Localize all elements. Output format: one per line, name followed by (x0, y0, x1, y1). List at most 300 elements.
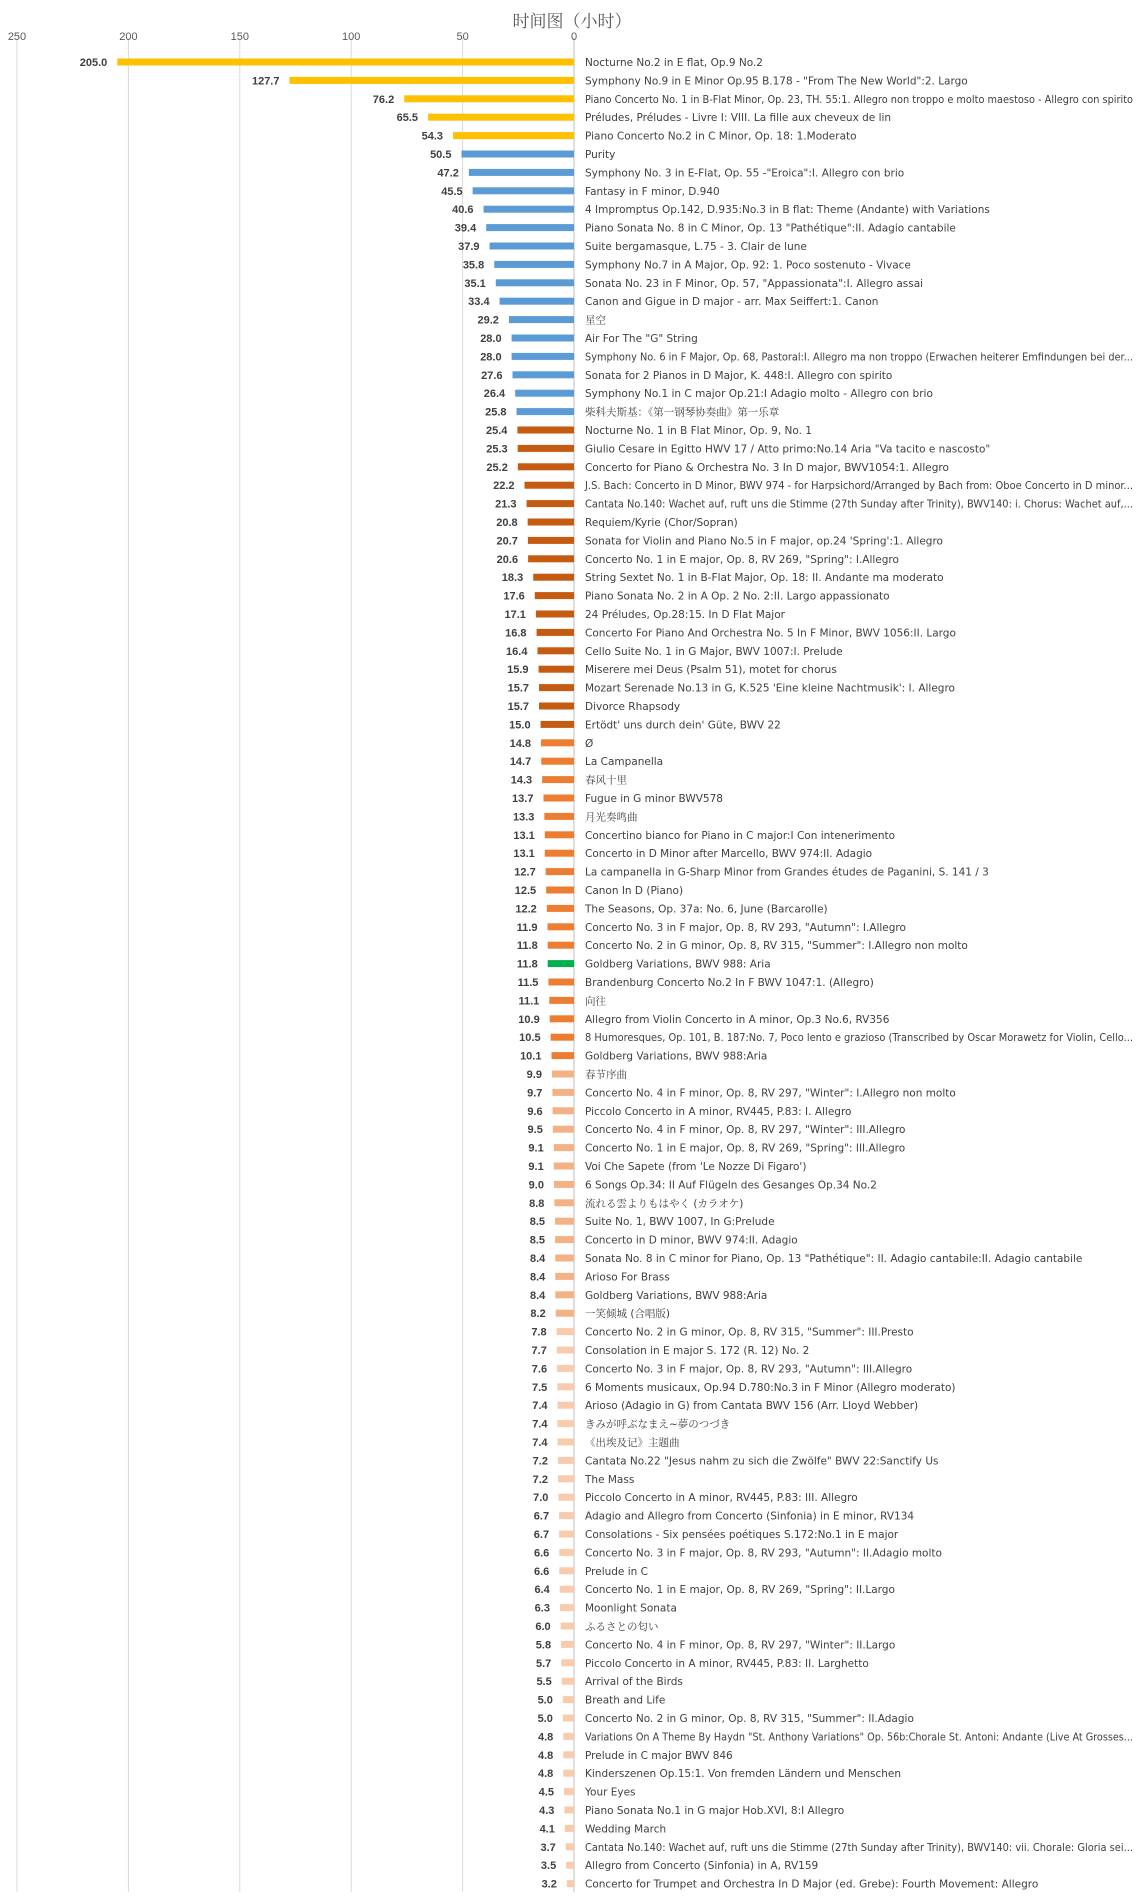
bar (537, 647, 574, 654)
category-label: Sonata for 2 Pianos in D Major, K. 448:I. Allegro con spirito (585, 369, 893, 382)
category-label: Concerto No. 1 in E major, Op. 8, RV 269, "Spring": II.Largo (585, 1584, 895, 1597)
bar (542, 776, 574, 783)
category-label: 春节序曲 (585, 1069, 627, 1081)
value-label: 14.3 (510, 774, 533, 787)
bar (556, 1310, 574, 1317)
category-label: Divorce Rhapsody (585, 701, 681, 713)
category-label: Fantasy in F minor, D.940 (585, 185, 720, 198)
category-label: Moonlight Sonata (585, 1602, 677, 1615)
value-label: 12.5 (514, 885, 537, 897)
bar (547, 905, 574, 912)
value-label: 45.5 (441, 185, 463, 198)
value-label: 28.0 (480, 333, 502, 345)
value-label: 7.4 (532, 1437, 548, 1449)
bar (561, 1659, 574, 1666)
bar (553, 1126, 574, 1133)
category-label: 8 Humoresques, Op. 101, B. 187:No. 7, Poco lento e grazioso (Transcribed by Oscar Morawetz for Violin, Cello... (585, 1032, 1133, 1045)
bar (554, 1144, 574, 1151)
category-label: Concerto No. 4 in F minor, Op. 8, RV 297, "Winter": II.Largo (585, 1639, 896, 1652)
value-label: 13.1 (513, 848, 535, 861)
category-label: Arrival of the Birds (585, 1676, 683, 1689)
value-label: 22.2 (493, 480, 515, 493)
value-label: 4.3 (539, 1805, 555, 1817)
value-label: 15.7 (507, 682, 530, 695)
bar (528, 555, 574, 562)
bar (500, 298, 574, 305)
bar (117, 59, 574, 66)
category-label: Consolations - Six pensées poétiques S.172:No.1 in E major (585, 1529, 899, 1541)
bar (289, 77, 574, 84)
bar (509, 316, 574, 323)
category-label: Piano Sonata No.1 in G major Hob.XVI, 8:I Allegro (585, 1805, 845, 1817)
value-label: 25.8 (485, 406, 507, 419)
bar (558, 1402, 574, 1409)
bar (555, 1273, 574, 1280)
value-label: 18.3 (501, 572, 524, 585)
value-label: 14.8 (509, 737, 532, 750)
category-label: Miserere mei Deus (Psalm 51), motet for chorus (585, 664, 837, 677)
bar (550, 1015, 574, 1022)
value-label: 25.4 (485, 425, 508, 437)
bar (486, 224, 574, 231)
value-label: 10.9 (518, 1013, 540, 1026)
value-label: 4.1 (539, 1823, 555, 1836)
value-label: 6.7 (533, 1529, 550, 1541)
category-label: Sonata No. 23 in F Minor, Op. 57, "Appassionata":I. Allegro assai (585, 277, 924, 290)
value-label: 6.0 (535, 1621, 551, 1633)
bar (548, 942, 574, 949)
bar (566, 1843, 574, 1850)
bar (558, 1439, 574, 1446)
category-label: Piccolo Concerto in A minor, RV445, P.83: II. Larghetto (585, 1657, 869, 1670)
category-label: Symphony No.1 in C major Op.21:I Adagio molto - Allegro con brio (585, 388, 933, 401)
category-label: The Seasons, Op. 37a: No. 6, June (Barcarolle) (585, 903, 828, 916)
bar (539, 666, 574, 673)
category-label: La campanella in G-Sharp Minor from Grandes études de Paganini, S. 141 / 3 (585, 866, 989, 879)
category-label: Concerto For Piano And Orchestra No. 5 In F Minor, BWV 1056:II. Largo (585, 627, 956, 640)
bar (404, 95, 574, 102)
bar (484, 206, 574, 213)
value-label: 15.9 (507, 664, 529, 677)
category-label: Variations On A Theme By Haydn "St. Anthony Variations" Op. 56b:Chorale St. Antoni: Andante (Live At Grosses... (585, 1731, 1133, 1744)
value-label: 11.8 (516, 958, 538, 971)
value-label: 5.7 (536, 1657, 552, 1670)
bar (541, 739, 574, 746)
category-label: Mozart Serenade No.13 in G, K.525 'Eine kleine Nachtmusik': I. Allegro (585, 682, 955, 695)
value-label: 13.3 (512, 811, 535, 824)
category-label: Concerto No. 2 in G minor, Op. 8, RV 315, "Summer": I.Allegro non molto (585, 940, 968, 953)
bar (563, 1751, 574, 1758)
category-label: Prelude in C major BWV 846 (585, 1749, 733, 1762)
category-label: Concerto No. 3 in F major, Op. 8, RV 293, "Autumn": I.Allegro (585, 921, 906, 934)
bar (558, 1475, 574, 1482)
value-label: 127.7 (251, 75, 280, 88)
category-label: 向往 (585, 995, 606, 1008)
category-label: 月光奏鸣曲 (585, 811, 638, 824)
category-label: Concerto in D minor, BWV 974:II. Adagio (585, 1234, 798, 1247)
value-label: 54.3 (421, 130, 444, 143)
value-label: 6.4 (534, 1584, 550, 1597)
category-label: Concertino bianco for Piano in C major:I Con intenerimento (585, 829, 896, 842)
x-tick-label: 50 (456, 31, 469, 43)
bar (567, 1880, 574, 1887)
bar (555, 1291, 574, 1298)
bar (566, 1862, 574, 1869)
bar (553, 1107, 574, 1114)
value-label: 17.1 (504, 609, 526, 621)
bar (528, 537, 574, 544)
bar (563, 1770, 574, 1777)
value-label: 8.5 (529, 1234, 546, 1247)
value-label: 4.8 (538, 1768, 554, 1781)
value-label: 33.4 (468, 296, 490, 309)
category-label: Concerto No. 2 in G minor, Op. 8, RV 315, "Summer": III.Presto (585, 1326, 914, 1339)
x-tick-label: 200 (119, 31, 138, 43)
category-label: きみが呼ぶなまえ~夢のつづき (585, 1418, 731, 1431)
value-label: 7.4 (532, 1418, 548, 1431)
category-label: Consolation in E major S. 172 (R. 12) No. 2 (585, 1345, 810, 1357)
category-label: Préludes, Préludes - Livre I: VIII. La fille aux cheveux de lin (585, 112, 892, 125)
bar (554, 1163, 574, 1170)
category-label: 6 Songs Op.34: II Auf Flügeln des Gesanges Op.34 No.2 (585, 1179, 877, 1192)
value-label: 37.9 (458, 241, 480, 253)
value-label: 12.7 (514, 866, 536, 879)
bar (559, 1531, 574, 1538)
bar (541, 758, 574, 765)
bar (548, 979, 574, 986)
bar (518, 463, 574, 470)
value-label: 9.0 (528, 1179, 544, 1192)
category-label: Cantata No.140: Wachet auf, ruft uns die Stimme (27th Sunday after Trinity), BWV140: vii. Chorale: Gloria sei... (585, 1841, 1133, 1854)
bar (557, 1383, 574, 1390)
category-label: Sonata for Violin and Piano No.5 in F major, op.24 'Spring':1. Allegro (585, 535, 943, 548)
value-label: 39.4 (454, 222, 477, 235)
value-label: 26.4 (483, 388, 506, 401)
category-label: Concerto No. 3 in F major, Op. 8, RV 293, "Autumn": II.Adagio molto (585, 1547, 942, 1560)
bar (548, 960, 574, 967)
value-label: 40.6 (452, 204, 474, 217)
bar (555, 1236, 574, 1243)
value-label: 14.7 (509, 756, 532, 769)
bar (551, 1034, 574, 1041)
category-label: Concerto for Trumpet and Orchestra In D Major (ed. Grebe): Fourth Movement: Allegro (585, 1878, 1039, 1891)
value-label: 20.8 (496, 517, 518, 529)
category-label: Nocturne No. 1 in B Flat Minor, Op. 9, No. 1 (585, 425, 812, 437)
category-label: Suite bergamasque, L.75 - 3. Clair de lune (585, 241, 807, 253)
category-label: Piano Sonata No. 8 in C Minor, Op. 13 "Pathétique":II. Adagio cantabile (585, 222, 956, 235)
category-label: Piano Concerto No.2 in C Minor, Op. 18: 1.Moderato (585, 130, 857, 143)
category-label: 星空 (585, 314, 606, 327)
value-label: 20.7 (496, 535, 518, 548)
category-label: J.S. Bach: Concerto in D Minor, BWV 974 - for Harpsichord/Arranged by Bach from: Oboe Concerto in D minor... (584, 480, 1133, 493)
category-label: Symphony No.9 in E Minor Op.95 B.178 - "From The New World":2. Largo (585, 75, 968, 88)
value-label: 5.0 (537, 1694, 553, 1707)
category-label: Symphony No.7 in A Major, Op. 92: 1. Poco sostenuto - Vivace (585, 259, 911, 272)
bar (461, 151, 574, 158)
x-tick-label: 250 (7, 31, 27, 43)
category-label: 一笑倾城 (合唱版) (585, 1308, 671, 1321)
value-label: 47.2 (437, 167, 459, 180)
bar (558, 1457, 574, 1464)
bar (562, 1678, 574, 1685)
bar (543, 795, 574, 802)
bar (546, 868, 574, 875)
bar (536, 611, 574, 618)
category-label: Symphony No. 3 in E-Flat, Op. 55 -"Eroica":I. Allegro con brio (585, 167, 905, 180)
category-label: Allegro from Violin Concerto in A minor, Op.3 No.6, RV356 (585, 1013, 890, 1026)
value-label: 16.8 (505, 627, 527, 640)
category-label: Concerto for Piano & Orchestra No. 3 In D major, BWV1054:1. Allegro (585, 461, 949, 474)
value-label: 8.4 (529, 1289, 546, 1302)
value-label: 16.4 (506, 645, 528, 658)
bar (552, 1071, 574, 1078)
value-label: 7.2 (532, 1473, 548, 1486)
bar (559, 1549, 574, 1556)
value-label: 25.3 (486, 443, 508, 456)
bar (557, 1365, 574, 1372)
category-label: Concerto No. 2 in G minor, Op. 8, RV 315, "Summer": II.Adagio (585, 1713, 914, 1725)
value-label: 25.2 (486, 461, 508, 474)
bar (563, 1715, 574, 1722)
value-label: 5.5 (536, 1676, 552, 1689)
category-label: Concerto No. 4 in F minor, Op. 8, RV 297, "Winter": III.Allegro (585, 1124, 906, 1137)
category-label: Concerto No. 1 in E major, Op. 8, RV 269, "Spring": III.Allegro (585, 1142, 906, 1155)
value-label: 13.1 (513, 829, 535, 842)
value-label: 3.5 (540, 1860, 557, 1873)
bar (528, 519, 574, 526)
bar (527, 500, 574, 507)
bar (563, 1696, 574, 1703)
bar (557, 1347, 574, 1354)
category-label: Concerto No. 1 in E major, Op. 8, RV 269, "Spring": I.Allegro (585, 553, 899, 566)
value-label: 8.8 (529, 1197, 545, 1210)
bar (517, 427, 574, 434)
category-label: Sonata No. 8 in C minor for Piano, Op. 13 "Pathétique": II. Adagio cantabile:II. Adagio cantabile (585, 1253, 1083, 1265)
value-label: 9.6 (527, 1105, 543, 1118)
value-label: 9.7 (527, 1087, 543, 1100)
bar (473, 187, 574, 194)
value-label: 8.2 (530, 1308, 546, 1321)
category-label: Prelude in C (585, 1565, 648, 1578)
value-label: 7.6 (531, 1363, 548, 1376)
value-label: 11.9 (516, 921, 538, 934)
value-label: 3.2 (541, 1878, 557, 1891)
value-label: 8.4 (529, 1271, 546, 1284)
value-label: 6.6 (533, 1565, 550, 1578)
category-label: Breath and Life (585, 1694, 666, 1707)
category-label: Cantata No.22 "Jesus nahm zu sich die Zwölfe" BWV 22:Sanctify Us (585, 1455, 939, 1468)
category-label: Arioso (Adagio in G) from Cantata BWV 156 (Arr. Lloyd Webber) (585, 1400, 919, 1413)
bar (525, 482, 574, 489)
bar (554, 1181, 574, 1188)
value-label: 10.5 (519, 1032, 541, 1045)
bar (513, 371, 574, 378)
bar (555, 1255, 574, 1262)
bar (545, 850, 574, 857)
value-label: 17.6 (503, 590, 525, 603)
bar (512, 335, 574, 342)
category-label: 春风十里 (585, 774, 627, 787)
category-label: Nocturne No.2 in E flat, Op.9 No.2 (585, 57, 763, 69)
bar (453, 132, 574, 139)
bar (512, 353, 574, 360)
bar (564, 1807, 574, 1814)
value-label: 50.5 (430, 149, 452, 161)
value-label: 11.1 (518, 995, 540, 1008)
category-label: Ertödt' uns durch dein' Güte, BWV 22 (585, 719, 781, 732)
value-label: 4.5 (538, 1786, 554, 1799)
value-label: 15.0 (509, 719, 531, 732)
value-label: 35.1 (464, 277, 486, 290)
category-label: 流れる雲よりもはやく (カラオケ) (585, 1197, 744, 1210)
value-label: 28.0 (480, 351, 502, 364)
category-label: Wedding March (585, 1823, 667, 1836)
value-label: 11.5 (517, 977, 539, 989)
bar (546, 887, 574, 894)
category-label: 24 Préludes, Op.28:15. In D Flat Major (585, 609, 785, 621)
bar (555, 1218, 574, 1225)
value-label: 13.7 (512, 793, 534, 805)
bar (539, 703, 574, 710)
category-label: Symphony No. 6 in F Major, Op. 68, Pastoral:I. Allegro ma non troppo (Erwachen heiterer Emfindungen bei der... (585, 351, 1133, 364)
bar (552, 1089, 574, 1096)
category-label: Concerto in D Minor after Marcello, BWV 974:II. Adagio (585, 848, 873, 861)
bar (535, 592, 574, 599)
bar (558, 1420, 574, 1427)
bar (547, 923, 574, 930)
bar (561, 1623, 574, 1630)
bar (564, 1788, 574, 1795)
category-label: Canon and Gigue in D major - arr. Max Seiffert:1. Canon (585, 296, 879, 309)
category-label: Cantata No.140: Wachet auf, ruft uns die Stimme (27th Sunday after Trinity), BWV140: i. Chorus: Wachet auf,... (585, 498, 1133, 511)
x-tick-label: 0 (570, 31, 578, 43)
value-label: 8.4 (529, 1253, 546, 1265)
bar (557, 1328, 574, 1335)
value-label: 29.2 (477, 314, 499, 327)
bar (496, 279, 574, 286)
category-label: Goldberg Variations, BWV 988:Aria (585, 1050, 768, 1063)
category-label: Arioso For Brass (585, 1271, 670, 1284)
bar (554, 1199, 574, 1206)
category-label: Air For The "G" String (585, 333, 698, 345)
category-label: Giulio Cesare in Egitto HWV 17 / Atto primo:No.14 Aria "Va tacito e nascosto" (585, 443, 991, 456)
category-label: 柴科夫斯基：《第一钢琴协奏曲》第一乐章 (585, 406, 780, 419)
bar (541, 721, 574, 728)
category-label: Fugue in G minor BWV578 (585, 793, 723, 805)
category-label: Adagio and Allegro from Concerto (Sinfonia) in E minor, RV134 (585, 1510, 915, 1523)
category-label: Piccolo Concerto in A minor, RV445, P.83: III. Allegro (585, 1492, 858, 1505)
bar (560, 1586, 574, 1593)
category-label: Kinderszenen Op.15:1. Von fremden Ländern und Menschen (585, 1768, 902, 1781)
category-label: 4 Impromptus Op.142, D.935:No.3 in B flat: Theme (Andante) with Variations (585, 204, 990, 217)
category-label: Piano Sonata No. 2 in A Op. 2 No. 2:II. Largo appassionato (585, 590, 890, 603)
value-label: 76.2 (372, 93, 395, 106)
value-label: 7.5 (531, 1381, 548, 1394)
value-label: 10.1 (520, 1050, 542, 1063)
value-label: 6.7 (533, 1510, 550, 1523)
bar (518, 445, 574, 452)
value-label: 4.8 (538, 1749, 554, 1762)
category-label: Goldberg Variations, BWV 988:Aria (585, 1289, 768, 1302)
category-label: Brandenburg Concerto No.2 In F BWV 1047:1. (Allegro) (585, 977, 874, 989)
category-label: Suite No. 1, BWV 1007, In G:Prelude (585, 1216, 775, 1229)
category-label: Piccolo Concerto in A minor, RV445, P.83: I. Allegro (585, 1105, 852, 1118)
category-label: Piano Concerto No. 1 in B-Flat Minor, Op. 23, TH. 55:1. Allegro non troppo e molto maestoso - Allegro con spirito (585, 93, 1133, 106)
value-label: 35.8 (462, 259, 485, 272)
value-label: 8.5 (529, 1216, 546, 1229)
bar (544, 813, 574, 820)
value-label: 65.5 (396, 112, 419, 125)
bar (551, 1052, 574, 1059)
value-label: 9.1 (528, 1161, 544, 1173)
value-label: 6.6 (533, 1547, 550, 1560)
bar (494, 261, 574, 268)
bar (559, 1567, 574, 1574)
category-label: Your Eyes (585, 1786, 636, 1799)
value-label: 7.7 (531, 1345, 547, 1357)
value-label: 11.8 (516, 940, 538, 953)
value-label: 4.8 (538, 1731, 554, 1744)
category-label: 6 Moments musicaux, Op.94 D.780:No.3 in F Minor (Allegro moderato) (585, 1381, 956, 1394)
value-label: 5.8 (535, 1639, 552, 1652)
value-label: 205.0 (79, 57, 108, 69)
chart-title: 时间图（小时） (512, 12, 632, 32)
value-label: 7.4 (532, 1400, 548, 1413)
category-label: Voi Che Sapete (from 'Le Nozze Di Figaro') (585, 1161, 807, 1173)
bar (533, 574, 574, 581)
bar (515, 390, 574, 397)
bar (549, 997, 574, 1004)
value-label: 5.0 (537, 1713, 553, 1725)
value-label: 27.6 (481, 369, 503, 382)
category-label: Ø (585, 737, 594, 750)
value-label: 6.3 (534, 1602, 550, 1615)
bar (565, 1825, 574, 1832)
category-label: Concerto No. 4 in F minor, Op. 8, RV 297, "Winter": I.Allegro non molto (585, 1087, 956, 1100)
value-label: 21.3 (495, 498, 517, 511)
bar (561, 1641, 574, 1648)
value-label: 9.1 (528, 1142, 544, 1155)
bar (537, 629, 574, 636)
category-label: Cello Suite No. 1 in G Major, BWV 1007:I. Prelude (585, 645, 843, 658)
category-label: Purity (585, 149, 616, 161)
x-tick-label: 100 (342, 31, 361, 43)
category-label: 《出埃及记》主题曲 (585, 1437, 680, 1449)
category-label: The Mass (585, 1473, 635, 1486)
category-label: Canon In D (Piano) (585, 885, 684, 897)
value-label: 9.9 (526, 1069, 542, 1081)
value-label: 15.7 (507, 701, 530, 713)
value-label: 20.6 (496, 553, 519, 566)
value-label: 12.2 (515, 903, 537, 916)
bar (545, 831, 574, 838)
bar (517, 408, 574, 415)
category-label: La Campanella (585, 756, 664, 769)
category-label: Goldberg Variations, BWV 988: Aria (585, 958, 771, 971)
value-label: 3.7 (540, 1841, 556, 1854)
category-label: Allegro from Concerto (Sinfonia) in A, RV159 (585, 1860, 819, 1873)
category-label: ふるさとの匂い (585, 1621, 659, 1633)
bar (558, 1494, 574, 1501)
category-label: Requiem/Kyrie (Chor/Sopran) (585, 517, 738, 529)
value-label: 9.5 (527, 1124, 543, 1137)
value-label: 7.8 (531, 1326, 547, 1339)
value-label: 7.0 (533, 1492, 549, 1505)
bar (559, 1512, 574, 1519)
bar (428, 114, 574, 121)
bar (539, 684, 574, 691)
bar (490, 243, 574, 250)
